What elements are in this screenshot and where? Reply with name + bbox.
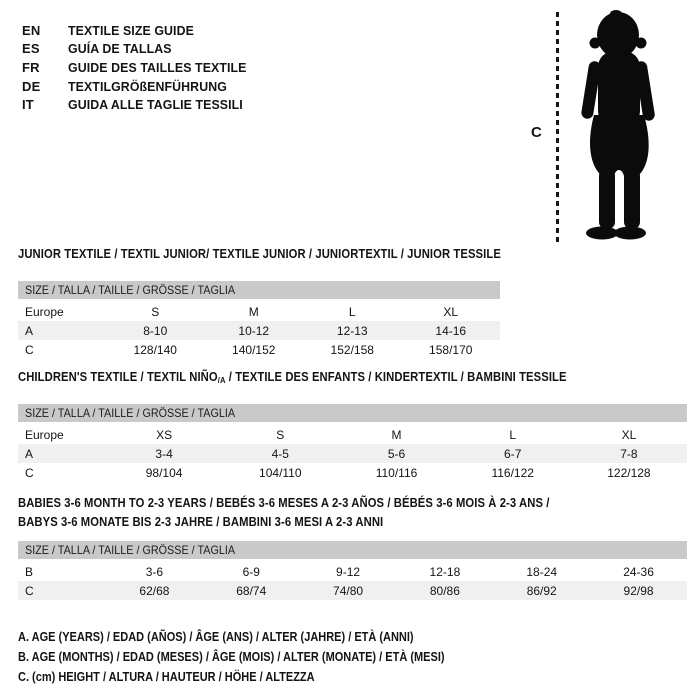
measure-c-label: C [531,124,542,141]
row-label: Europe [25,427,64,442]
row-label: B [25,564,34,579]
months-cell: 6-9 [242,564,260,579]
babies-section-title [18,494,550,532]
row-label: C [25,583,34,598]
height-cell: 98/104 [145,465,183,480]
junior-size-table [18,281,500,359]
age-cell: 12-13 [336,323,368,338]
size-cell: M [391,427,402,442]
language-title: GUIDE DES TAILLES TEXTILE [68,59,247,75]
age-cell: 5-6 [387,446,406,461]
language-code: DE [22,78,41,94]
size-cell: L [509,427,517,442]
age-cell: 10-12 [238,323,270,338]
size-cell: M [248,304,259,319]
table-row-months [18,562,687,581]
language-row-es [22,40,256,59]
height-cell: 80/86 [429,583,460,598]
toddler-silhouette-icon [566,9,666,245]
size-cell: XS [156,427,173,442]
note-age-months: B. AGE (MONTHS) / EDAD (MESES) / ÂGE (MOIS) / ALTER (MONATE) / ETÀ (MESI) [18,650,445,664]
height-cell: 68/74 [236,583,267,598]
height-cell: 62/68 [139,583,170,598]
dotted-measure-line [556,12,559,242]
age-cell: 7-8 [620,446,638,461]
babies-title-line1: BABIES 3-6 MONTH TO 2-3 YEARS / BEBÉS 3-6 MESES A 2-3 AÑOS / BÉBÉS 3-6 MOIS À 2-3 ANS / [18,496,550,510]
height-cell: 158/170 [429,342,473,357]
language-code: ES [22,41,40,57]
size-header-bar [18,281,500,299]
language-row-de [22,77,256,96]
table-row-europe [18,302,500,321]
height-cell: 86/92 [526,583,557,598]
table-row-height [18,340,500,359]
row-label: C [25,465,34,480]
language-title: GUIDA ALLE TAGLIE TESSILI [68,97,243,113]
language-list [22,21,256,114]
age-cell: 6-7 [504,446,522,461]
children-title-suffix: / TEXTILE DES ENFANTS / KINDERTEXTIL / BAMBINI TESSILE [225,370,567,384]
height-cell: 152/158 [330,342,374,357]
row-label: Europe [25,304,64,319]
months-cell: 3-6 [145,564,164,579]
size-cell: S [151,304,160,319]
language-code: FR [22,59,40,75]
size-cell: L [348,304,356,319]
size-header-label: SIZE / TALLA / TAILLE / GRÖSSE / TAGLIA [25,543,236,557]
language-row-en [22,21,256,40]
size-cell: XL [621,427,637,442]
size-header-label: SIZE / TALLA / TAILLE / GRÖSSE / TAGLIA [25,406,236,420]
age-cell: 14-16 [435,323,467,338]
language-row-fr [22,58,256,77]
table-row-age [18,444,687,463]
table-row-age [18,321,500,340]
note-height-cm: C. (cm) HEIGHT / ALTURA / HAUTEUR / HÖHE / ALTEZZA [18,670,315,684]
row-label: A [25,323,34,338]
table-row-height [18,463,687,482]
months-cell: 9-12 [336,564,361,579]
legend-notes [18,627,445,687]
months-cell: 18-24 [526,564,558,579]
language-title: TEXTILE SIZE GUIDE [68,22,194,38]
months-cell: 24-36 [623,564,654,579]
height-cell: 140/152 [232,342,276,357]
row-label: A [25,446,34,461]
age-cell: 8-10 [143,323,168,338]
children-section-title [18,370,567,385]
junior-section-title: JUNIOR TEXTILE / TEXTIL JUNIOR/ TEXTILE JUNIOR / JUNIORTEXTIL / JUNIOR TESSILE [18,247,501,261]
babies-title-line2: BABYS 3-6 MONATE BIS 2-3 JAHRE / BAMBINI 3-6 MESI A 2-3 ANNI [18,515,384,529]
size-cell: XL [443,304,459,319]
babies-size-table [18,541,687,600]
height-cell: 74/80 [333,583,364,598]
height-cell: 110/116 [375,465,418,480]
children-title-subscript: /A [217,375,226,385]
months-cell: 12-18 [429,564,461,579]
age-cell: 3-4 [155,446,173,461]
height-cell: 116/122 [491,465,534,480]
height-cell: 104/110 [259,465,302,480]
language-code: EN [22,22,41,38]
height-cell: 92/98 [623,583,654,598]
size-header-bar [18,404,687,422]
size-header-bar [18,541,687,559]
children-title-prefix: CHILDREN'S TEXTILE / TEXTIL NIÑO [18,370,218,384]
height-cell: 128/140 [133,342,177,357]
note-age-years: A. AGE (YEARS) / EDAD (AÑOS) / ÂGE (ANS) / ALTER (JAHRE) / ETÀ (ANNI) [18,630,414,644]
language-code: IT [22,97,34,113]
table-row-europe [18,425,687,444]
language-title: TEXTILGRÖßENFÜHRUNG [68,78,227,94]
size-header-label: SIZE / TALLA / TAILLE / GRÖSSE / TAGLIA [25,283,236,297]
language-title: GUÍA DE TALLAS [68,41,172,57]
table-row-height [18,581,687,600]
age-cell: 4-5 [271,446,289,461]
height-cell: 122/128 [607,465,651,480]
row-label: C [25,342,34,357]
children-size-table [18,404,687,482]
language-row-it [22,95,256,114]
size-cell: S [276,427,285,442]
